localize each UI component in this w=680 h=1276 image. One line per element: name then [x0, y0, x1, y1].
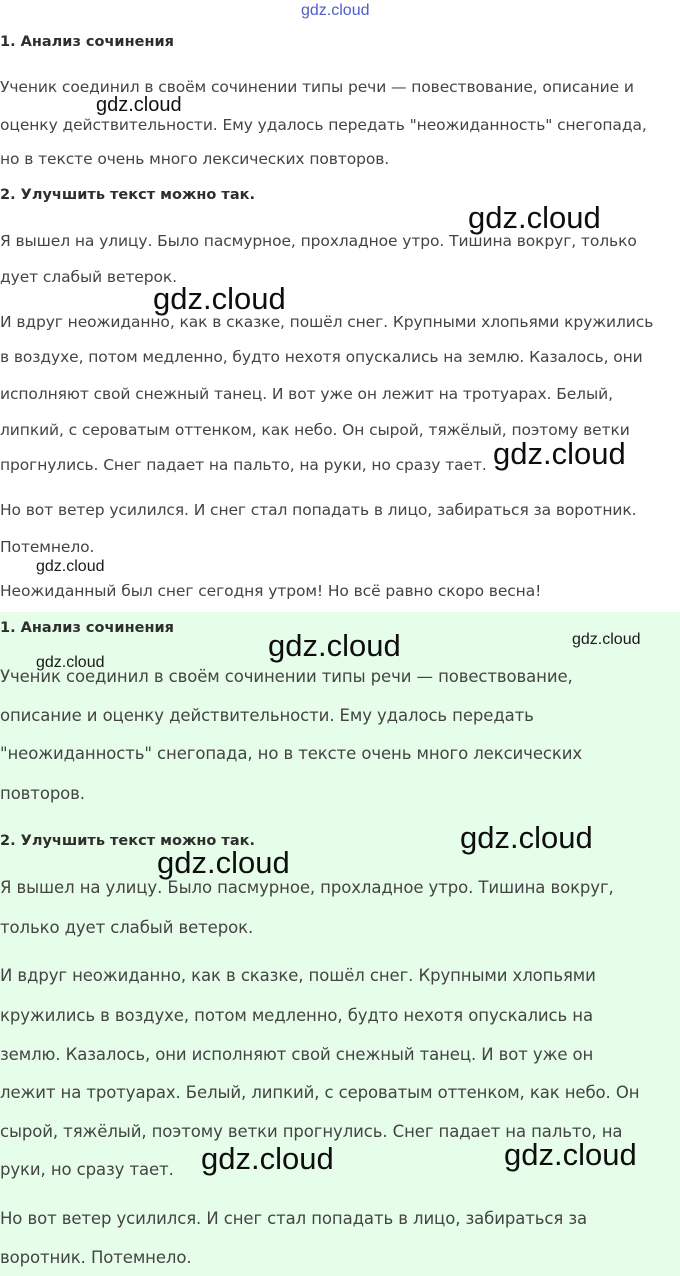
- analysis-line: описание и оценку действительности. Ему удалось передать: [0, 706, 534, 725]
- paragraph-line: Неожиданный был снег сегодня утром! Но всё равно скоро весна!: [0, 582, 542, 600]
- paragraph-line: Но вот ветер усилился. И снег стал попадать в лицо, забираться за: [0, 1209, 588, 1228]
- paragraph-line: кружились в воздухе, потом медленно, будто нехотя опускались на: [0, 1006, 593, 1025]
- analysis-line: Ученик соединил в своём сочинении типы речи — повествование, описание и: [0, 78, 634, 96]
- paragraph-line: липкий, с сероватым оттенком, как небо. Он сырой, тяжёлый, поэтому ветки: [0, 421, 630, 439]
- paragraph-line: в воздухе, потом медленно, будто нехотя опускались на землю. Казалось, они: [0, 348, 643, 366]
- watermark: gdz.cloud: [460, 820, 593, 855]
- paragraph-line: И вдруг неожиданно, как в сказке, пошёл снег. Крупными хлопьями: [0, 966, 596, 985]
- watermark: gdz.cloud: [572, 631, 641, 648]
- paragraph-line: сырой, тяжёлый, поэтому ветки прогнулись. Снег падает на пальто, на: [0, 1122, 623, 1141]
- paragraph-line: Я вышел на улицу. Было пасмурное, прохладное утро. Тишина вокруг,: [0, 878, 614, 897]
- watermark: gdz.cloud: [157, 845, 290, 880]
- paragraph-line: исполняют свой снежный танец. И вот уже он лежит на тротуарах. Белый,: [0, 385, 613, 403]
- watermark: gdz.cloud: [493, 436, 626, 471]
- paragraph-line: руки, но сразу тает.: [0, 1160, 174, 1179]
- paragraph-line: И вдруг неожиданно, как в сказке, пошёл снег. Крупными хлопьями кружились: [0, 313, 654, 331]
- analysis-heading: 1. Анализ сочинения: [0, 34, 174, 50]
- paragraph-line: Я вышел на улицу. Было пасмурное, прохладное утро. Тишина вокруг, только: [0, 232, 637, 250]
- analysis-line: повторов.: [0, 784, 85, 803]
- paragraph-line: дует слабый ветерок.: [0, 268, 177, 286]
- paragraph-line: воротник. Потемнело.: [0, 1248, 192, 1267]
- analysis-line: но в тексте очень много лексических повторов.: [0, 150, 390, 168]
- watermark: gdz.cloud: [504, 1137, 637, 1172]
- watermark: gdz.cloud: [36, 558, 105, 575]
- paragraph-line: Потемнело.: [0, 538, 95, 556]
- paragraph-line: Но вот ветер усилился. И снег стал попадать в лицо, забираться за воротник.: [0, 501, 637, 519]
- analysis-heading: 1. Анализ сочинения: [0, 620, 174, 636]
- watermark: gdz.cloud: [153, 281, 286, 316]
- paragraph-line: лежит на тротуарах. Белый, липкий, с сероватым оттенком, как небо. Он: [0, 1083, 640, 1102]
- paragraph-line: только дует слабый ветерок.: [0, 918, 254, 937]
- analysis-line: "неожиданность" снегопада, но в тексте очень много лексических: [0, 744, 583, 763]
- watermark: gdz.cloud: [36, 654, 105, 671]
- analysis-line: оценку действительности. Ему удалось передать "неожиданность" снегопада,: [0, 116, 647, 134]
- analysis-line: Ученик соединил в своём сочинении типы речи — повествование,: [0, 667, 573, 686]
- watermark: gdz.cloud: [468, 200, 601, 235]
- top-watermark: gdz.cloud: [301, 2, 370, 19]
- watermark: gdz.cloud: [201, 1141, 334, 1176]
- watermark: gdz.cloud: [96, 94, 182, 116]
- improve-heading: 2. Улучшить текст можно так.: [0, 187, 255, 203]
- improve-heading: 2. Улучшить текст можно так.: [0, 833, 255, 849]
- watermark: gdz.cloud: [268, 628, 401, 663]
- paragraph-line: прогнулись. Снег падает на пальто, на руки, но сразу тает.: [0, 456, 487, 474]
- paragraph-line: землю. Казалось, они исполняют свой снежный танец. И вот уже он: [0, 1045, 594, 1064]
